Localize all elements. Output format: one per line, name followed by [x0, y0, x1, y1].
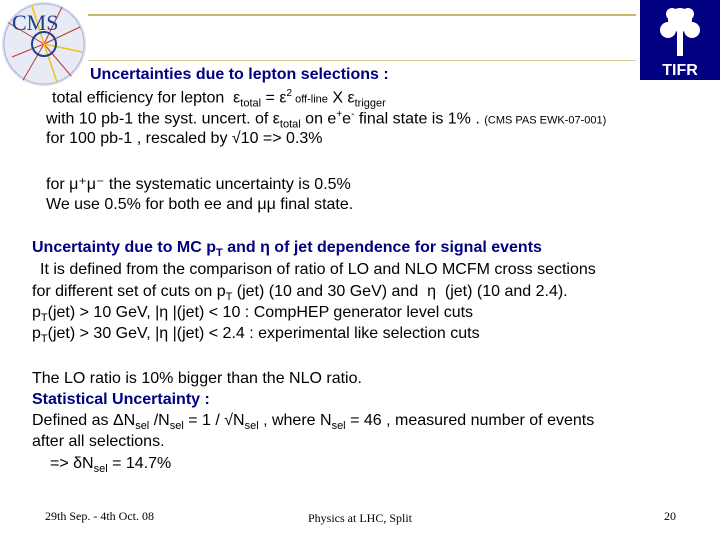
- section1-line2: with 10 pb-1 the syst. uncert. of $\varepsilon_{total}$ on e+e- final state is 1% . (CMS PAS EWK-07-001): [46, 109, 607, 131]
- footer-date: 29th Sep. - 4th Oct. 08: [45, 509, 154, 523]
- header-divider: [88, 14, 636, 16]
- cms-logo: [2, 2, 86, 86]
- section2-line4: $p_T(jet) > 30$ GeV, |η |(jet) < 2.4 : experimental like selection cuts: [32, 325, 480, 346]
- reference-note: (CMS PAS EWK-07-001): [484, 114, 607, 127]
- section3-line3: after all selections.: [32, 433, 165, 450]
- section2-line3: $p_T(jet) > 10$ GeV, |η |(jet) < 10 : CompHEP generator level cuts: [32, 304, 474, 325]
- section3-line1: The LO ratio is 10% bigger than the NLO ratio.: [32, 370, 362, 387]
- section1-line1: total efficiency for lepton $\varepsilon_{total} = \varepsilon^2$ off-line X $\varepsilon_{trigger}$: [52, 88, 386, 110]
- section1-line4: for μ⁺μ⁻ the systematic uncertainty is 0.5%: [46, 176, 351, 193]
- section2-line2: for different set of cuts on $p_T$ (jet) (10 and 30 GeV) and η (jet) (10 and 2.4).: [32, 283, 568, 304]
- section2-title: Uncertainty due to MC $p_T$ and η of jet dependence for signal events: [32, 239, 542, 260]
- section1-line3: for 100 pb-1 , rescaled by √10 => 0.3%: [46, 130, 323, 147]
- statistical-uncertainty-title: Statistical Uncertainty :: [32, 391, 210, 408]
- section1-line5: We use 0.5% for both ee and μμ final state.: [46, 196, 354, 213]
- tifr-logo-text: TIFR: [662, 62, 698, 79]
- cms-logo-text: CMS: [12, 10, 59, 35]
- header-divider-thin: [88, 60, 636, 61]
- section2-line1: It is defined from the comparison of ratio of LO and NLO MCFM cross sections: [40, 261, 596, 278]
- footer-venue: Physics at LHC, Split: [308, 511, 413, 525]
- section1-title: Uncertainties due to lepton selections :: [90, 66, 389, 83]
- section3-line2: Defined as $\Delta N_{sel}$ $/N_{sel} = 1 / √N_{sel}$ , where $N_{sel} = 46$ , measured number of events: [32, 412, 595, 433]
- footer-page-number: 20: [664, 509, 676, 523]
- section3-line4: => $\delta N_{sel} = 14.7\%$: [50, 455, 172, 476]
- tifr-logo: [640, 0, 720, 80]
